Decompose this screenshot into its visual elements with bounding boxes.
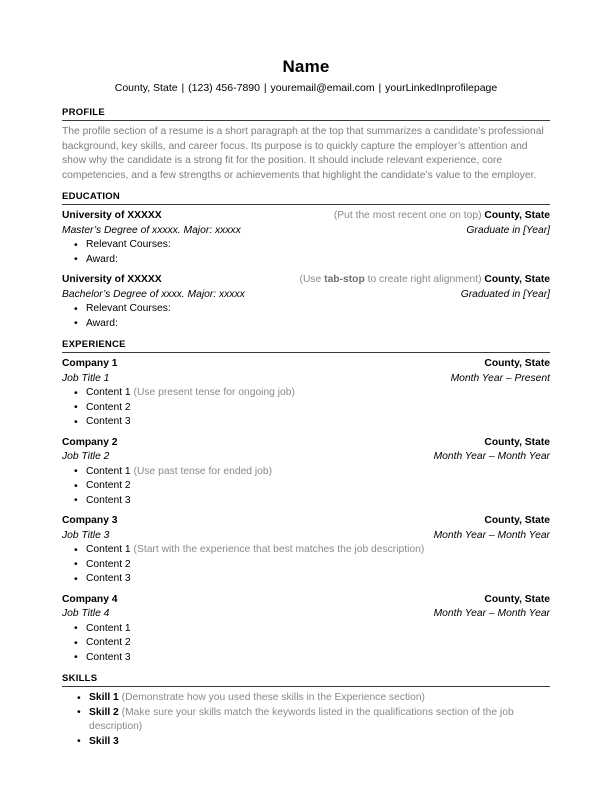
- contact-location: County, State: [114, 82, 178, 94]
- profile-paragraph: The profile section of a resume is a short paragraph at the top that summarizes a candidate’s professional background, key skills, and career focus. Its purpose is to quickly capture the employer’s attention and show why the candidate is a strong fit for the position. It should include relevant experience, core competencies, and a few strengths or achievements that highlight the candidate’s value to the employer.: [62, 126, 544, 181]
- experience-bullet-label: Content 2: [86, 558, 131, 570]
- experience-bullet-list: [62, 543, 550, 587]
- company-name: Company 2: [62, 436, 118, 448]
- alignment-hint-prefix: (Put the most recent one on top): [333, 210, 482, 222]
- contact-line: [62, 81, 550, 95]
- graduation-date: Graduate in [Year]: [466, 224, 550, 236]
- institution-location: County, State: [484, 274, 550, 286]
- list-item: [62, 543, 550, 558]
- list-item: [62, 238, 550, 253]
- graduation-date: Graduated in [Year]: [460, 288, 550, 300]
- education-entry-list: [62, 209, 550, 331]
- section-heading-experience: EXPERIENCE: [62, 339, 550, 353]
- experience-bullet-label: Content 2: [86, 401, 131, 413]
- list-item: [62, 317, 550, 332]
- experience-entry-subheader: [62, 529, 550, 544]
- experience-bullet-label: Content 3: [86, 573, 131, 585]
- education-entry-meta: [334, 209, 550, 224]
- list-item: [62, 415, 550, 430]
- list-item: [62, 386, 550, 401]
- section-heading-education: EDUCATION: [62, 191, 550, 205]
- skill-hint: (Make sure your skills match the keywords listed in the qualifications section of the job description): [89, 706, 514, 733]
- list-item: [62, 691, 550, 706]
- list-item: [62, 651, 550, 666]
- experience-bullet-label: Content 2: [86, 637, 131, 649]
- education-entry-subheader: [62, 224, 550, 239]
- company-location: County, State: [484, 436, 550, 448]
- contact-separator-2: |: [263, 82, 267, 94]
- experience-bullet-hint: (Start with the experience that best matches the job description): [133, 544, 425, 556]
- contact-email[interactable]: youremail@email.com: [270, 82, 375, 94]
- company-location: County, State: [484, 515, 550, 527]
- page-title: Name: [282, 57, 330, 76]
- alignment-hint-prefix: (Use: [299, 274, 325, 286]
- skill-label: Skill 2: [89, 706, 119, 718]
- education-bullet-label: Award:: [86, 317, 118, 329]
- list-item: [62, 479, 550, 494]
- skill-label: Skill 3: [89, 735, 119, 747]
- section-heading-skills: SKILLS: [62, 673, 550, 687]
- list-item: [62, 253, 550, 268]
- experience-entry-header: [62, 593, 550, 608]
- experience-entry-subheader: [62, 372, 550, 387]
- job-title: Job Title 4: [62, 608, 110, 620]
- alignment-hint-keyword: tab-stop: [324, 274, 365, 286]
- list-item: [62, 706, 550, 735]
- degree-text: Master’s Degree of xxxxx. Major: xxxxx: [62, 224, 241, 236]
- section-education: [62, 191, 550, 331]
- institution-location: County, State: [484, 210, 550, 222]
- experience-bullet-label: Content 3: [86, 494, 131, 506]
- experience-entry-header: [62, 514, 550, 529]
- education-entry: [62, 209, 550, 267]
- experience-bullet-label: Content 2: [86, 480, 131, 492]
- section-experience: [62, 339, 550, 665]
- list-item: [62, 558, 550, 573]
- education-entry-header: [62, 209, 550, 224]
- experience-bullet-label: Content 3: [86, 416, 131, 428]
- list-item: [62, 401, 550, 416]
- skill-hint: (Demonstrate how you used these skills in the Experience section): [121, 692, 425, 704]
- education-entry: [62, 273, 550, 331]
- resume-content: [62, 56, 550, 749]
- education-bullet-label: Relevant Courses:: [86, 303, 171, 315]
- list-item: [62, 465, 550, 480]
- experience-entry: [62, 357, 550, 430]
- experience-bullet-list: [62, 622, 550, 666]
- employment-dates: Month Year – Month Year: [433, 451, 550, 463]
- experience-entry-header: [62, 436, 550, 451]
- experience-entry: [62, 514, 550, 587]
- education-bullet-label: Relevant Courses:: [86, 239, 171, 251]
- experience-entry-subheader: [62, 450, 550, 465]
- experience-bullet-hint: (Use present tense for ongoing job): [133, 387, 295, 399]
- list-item: [62, 302, 550, 317]
- education-entry-subheader: [62, 288, 550, 303]
- list-item: [62, 622, 550, 637]
- section-heading-profile: PROFILE: [62, 107, 550, 121]
- contact-phone: (123) 456-7890: [188, 82, 260, 94]
- list-item: [62, 735, 550, 750]
- skills-list: [62, 691, 550, 749]
- company-location: County, State: [484, 358, 550, 370]
- experience-entry: [62, 593, 550, 666]
- experience-entry-header: [62, 357, 550, 372]
- job-title: Job Title 3: [62, 529, 110, 541]
- experience-bullet-label: Content 1: [86, 622, 131, 634]
- degree-text: Bachelor’s Degree of xxxx. Major: xxxxx: [62, 288, 245, 300]
- experience-bullet-label: Content 1: [86, 387, 131, 399]
- education-bullet-label: Award:: [86, 253, 118, 265]
- company-location: County, State: [484, 593, 550, 605]
- alignment-hint-suffix: to create right alignment): [364, 274, 482, 286]
- education-entry-meta: [300, 273, 550, 288]
- list-item: [62, 572, 550, 587]
- company-name: Company 4: [62, 593, 118, 605]
- section-profile: [62, 107, 550, 183]
- experience-bullet-label: Content 1: [86, 465, 131, 477]
- employment-dates: Month Year – Month Year: [433, 529, 550, 541]
- contact-separator-1: |: [181, 82, 185, 94]
- experience-entry-list: [62, 357, 550, 665]
- experience-bullet-list: [62, 465, 550, 509]
- experience-entry-subheader: [62, 607, 550, 622]
- experience-bullet-label: Content 3: [86, 651, 131, 663]
- experience-bullet-list: [62, 386, 550, 430]
- institution-name: University of XXXXX: [62, 274, 162, 286]
- company-name: Company 3: [62, 515, 118, 527]
- job-title: Job Title 1: [62, 372, 110, 384]
- employment-dates: Month Year – Present: [450, 372, 550, 384]
- list-item: [62, 494, 550, 509]
- education-entry-header: [62, 273, 550, 288]
- section-skills: [62, 673, 550, 749]
- skill-label: Skill 1: [89, 692, 119, 704]
- contact-linkedin[interactable]: yourLinkedInprofilepage: [385, 82, 498, 94]
- experience-entry: [62, 436, 550, 509]
- list-item: [62, 636, 550, 651]
- company-name: Company 1: [62, 358, 118, 370]
- experience-bullet-label: Content 1: [86, 544, 131, 556]
- education-bullet-list: [62, 302, 550, 331]
- contact-separator-3: |: [378, 82, 382, 94]
- job-title: Job Title 2: [62, 451, 110, 463]
- employment-dates: Month Year – Month Year: [433, 608, 550, 620]
- institution-name: University of XXXXX: [62, 210, 162, 222]
- experience-bullet-hint: (Use past tense for ended job): [133, 465, 273, 477]
- education-bullet-list: [62, 238, 550, 267]
